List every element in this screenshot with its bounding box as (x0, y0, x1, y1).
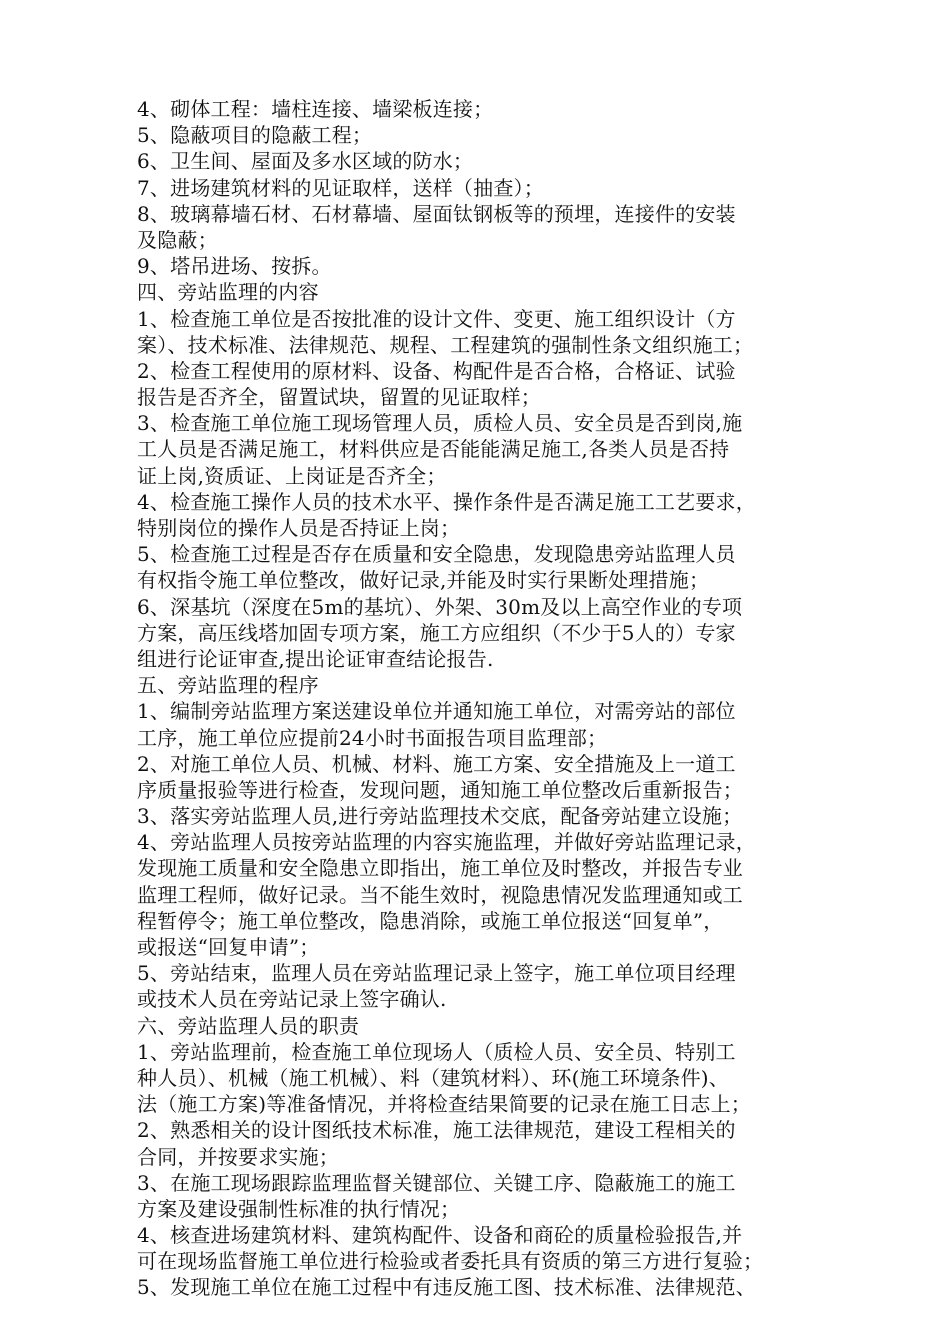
text-line: 监理工程师，做好记录。当不能生效时，视隐患情况发监理通知或工 (137, 882, 743, 907)
text-line: 5、隐蔽项目的隐蔽工程； (137, 123, 373, 148)
text-line: 8、玻璃幕墙石材、石材幕墙、屋面钛钢板等的预埋，连接件的安装 (137, 201, 736, 226)
text-line: 方案，高压线塔加固专项方案，施工方应组织（不少于5人的）专家 (137, 620, 736, 645)
text-line: 证上岗,资质证、上岗证是否齐全； (137, 463, 447, 488)
text-line: 5、旁站结束，监理人员在旁站监理记录上签字，施工单位项目经理 (137, 961, 736, 986)
text-line: 4、旁站监理人员按旁站监理的内容实施监理，并做好旁站监理记录， (137, 830, 756, 855)
text-line: 序质量报验等进行检查，发现问题，通知施工单位整改后重新报告； (137, 777, 743, 802)
text-line: 2、检查工程使用的原材料、设备、构配件是否合格，合格证、试验 (137, 358, 736, 383)
text-line: 3、落实旁站监理人员,进行旁站监理技术交底，配备旁站建立设施； (137, 804, 743, 829)
text-line: 程暂停令；施工单位整改，隐患消除，或施工单位报送“回复单”， (137, 908, 724, 933)
text-line: 或报送“回复申请”； (137, 935, 320, 959)
text-line: 5、发现施工单位在施工过程中有违反施工图、技术标准、法律规范、 (137, 1275, 756, 1300)
text-line: 及隐蔽； (137, 227, 218, 252)
text-line: 1、检查施工单位是否按批准的设计文件、变更、施工组织设计（方 (137, 306, 736, 331)
section-heading: 六、旁站监理人员的职责 (137, 1013, 360, 1038)
text-line: 1、旁站监理前，检查施工单位现场人（质检人员、安全员、特别工 (137, 1039, 736, 1064)
text-line: 4、砌体工程：墙柱连接、墙梁板连接； (137, 97, 494, 121)
document-body (137, 96, 837, 1301)
text-line: 2、对施工单位人员、机械、材料、施工方案、安全措施及上一道工 (137, 751, 736, 776)
text-line: 有权指令施工单位整改，做好记录,并能及时实行果断处理措施； (137, 568, 710, 593)
text-line: 7、进场建筑材料的见证取样，送样（抽查）； (137, 175, 544, 200)
text-line: 6、卫生间、屋面及多水区域的防水； (137, 149, 474, 174)
text-line: 可在现场监督施工单位进行检验或者委托具有资质的第三方进行复验； (137, 1249, 764, 1274)
text-line: 组进行论证审查,提出论证审查结论报告. (137, 646, 494, 671)
section-heading: 五、旁站监理的程序 (137, 673, 319, 698)
text-line: 3、检查施工单位施工现场管理人员，质检人员、安全员是否到岗,施 (137, 411, 743, 436)
text-line: 法（施工方案)等准备情况，并将检查结果简要的记录在施工日志上； (137, 1092, 752, 1117)
text-line: 方案及建设强制性标准的执行情况； (137, 1196, 461, 1221)
text-line: 案）、技术标准、法律规范、规程、工程建筑的强制性条文组织施工； (137, 332, 754, 357)
text-line: 报告是否齐全，留置试块，留置的见证取样； (137, 385, 541, 410)
text-line: 或技术人员在旁站记录上签字确认. (137, 987, 447, 1012)
text-line: 9、塔吊进场、按拆。 (137, 254, 332, 279)
text-line: 特别岗位的操作人员是否持证上岗； (137, 516, 461, 540)
text-line: 4、检查施工操作人员的技术水平、操作条件是否满足施工工艺要求， (137, 489, 756, 514)
text-line: 种人员）、机械（施工机械）、料（建筑材料）、环(施工环境条件)、 (137, 1065, 730, 1090)
text-line: 工人员是否满足施工，材料供应是否能能满足施工,各类人员是否持 (137, 437, 730, 462)
text-line: 5、检查施工过程是否存在质量和安全隐患，发现隐患旁站监理人员 (137, 542, 736, 567)
text-line: 4、核查进场建筑材料、建筑构配件、设备和商砼的质量检验报告,并 (137, 1223, 743, 1248)
text-line: 3、在施工现场跟踪监理监督关键部位、关键工序、隐蔽施工的施工 (137, 1170, 736, 1195)
text-line: 合同，并按要求实施； (137, 1144, 339, 1169)
text-line: 工序，施工单位应提前24小时书面报告项目监理部； (137, 725, 608, 750)
text-line: 6、深基坑（深度在5m的基坑）、外架、30m及以上高空作业的专项 (137, 594, 743, 619)
section-heading: 四、旁站监理的内容 (137, 280, 319, 305)
text-line: 发现施工质量和安全隐患立即指出，施工单位及时整改，并报告专业 (137, 856, 743, 881)
text-line: 1、编制旁站监理方案送建设单位并通知施工单位，对需旁站的部位 (137, 699, 736, 724)
text-line: 2、熟悉相关的设计图纸技术标准，施工法律规范，建设工程相关的 (137, 1118, 736, 1143)
